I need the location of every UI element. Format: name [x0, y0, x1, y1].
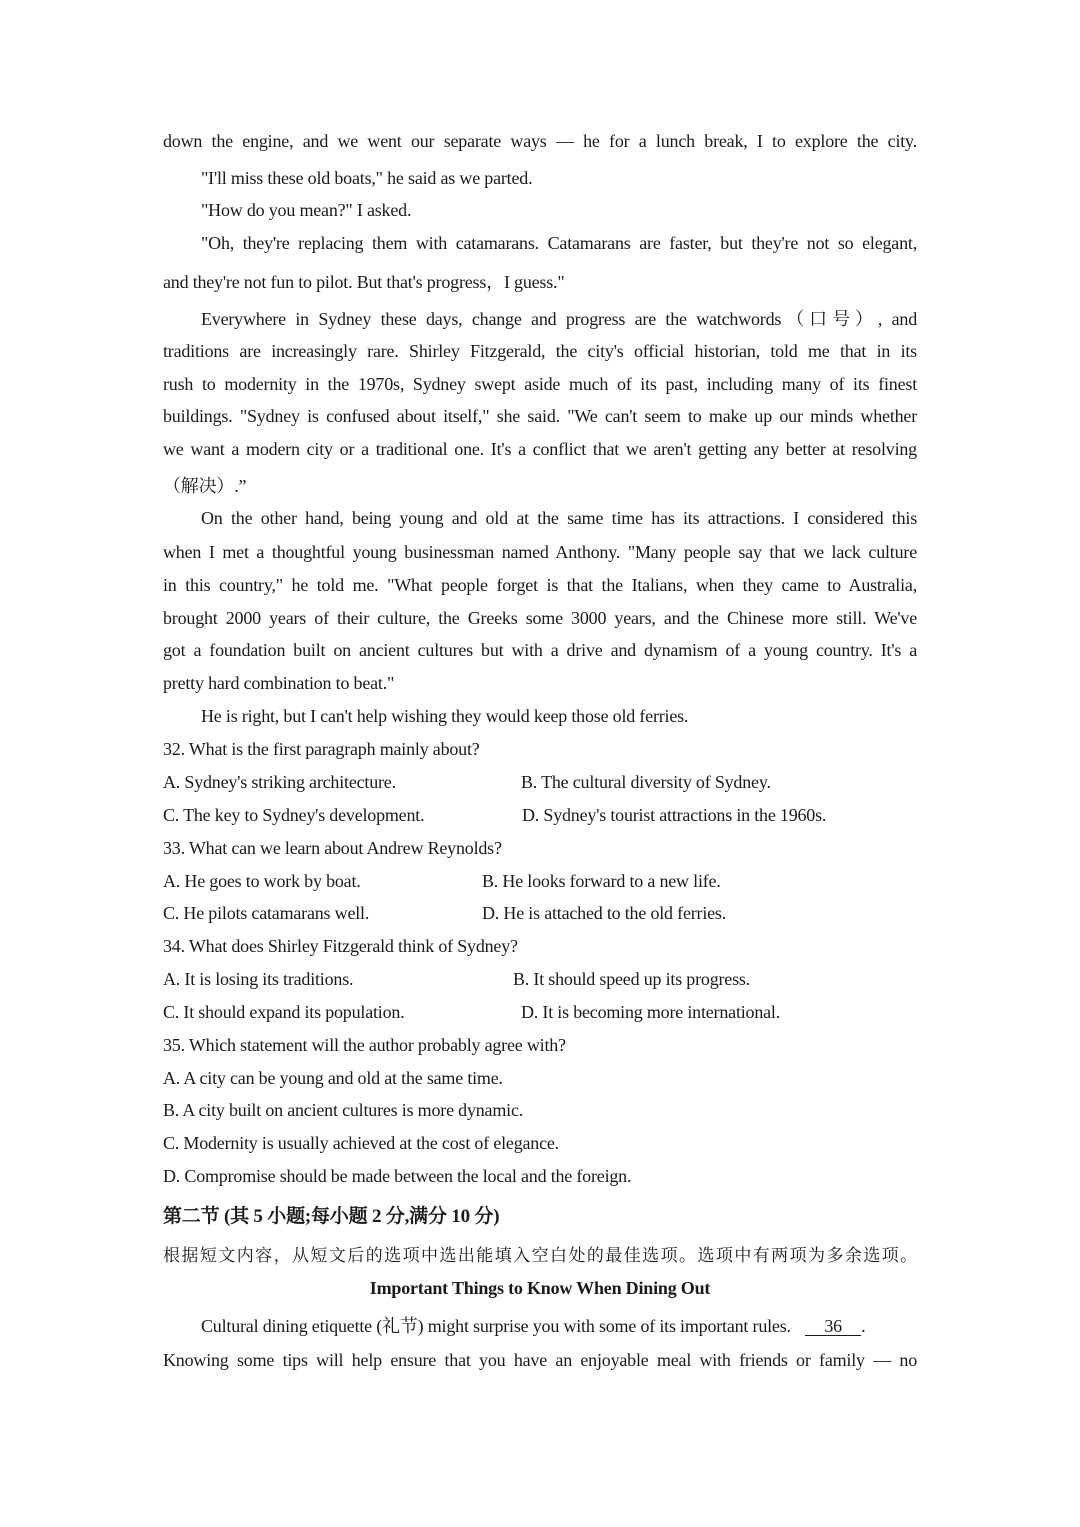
- passage-line: we want a modern city or a traditional one. It's a conflict that we aren't getting any better at resolving: [163, 439, 917, 459]
- passage-line: brought 2000 years of their culture, the Greeks some 3000 years, and the Chinese more still. We've: [163, 608, 917, 628]
- question-stem: 34. What does Shirley Fitzgerald think of Sydney?: [163, 936, 518, 956]
- passage-line: in this country," he told me. "What people forget is that the Italians, when they came to Australia,: [163, 575, 917, 595]
- option-a[interactable]: A. It is losing its traditions.: [163, 969, 354, 989]
- option-c[interactable]: C. He pilots catamarans well.: [163, 903, 370, 923]
- option-b[interactable]: B. He looks forward to a new life.: [482, 871, 721, 891]
- passage-line: down the engine, and we went our separate ways — he for a lunch break, I to explore the city.: [163, 131, 917, 151]
- option-b[interactable]: B. It should speed up its progress.: [513, 969, 750, 989]
- option-d[interactable]: D. He is attached to the old ferries.: [482, 903, 727, 923]
- option-a[interactable]: A. Sydney's striking architecture.: [163, 772, 396, 792]
- passage-line: got a foundation built on ancient cultures but with a drive and dynamism of a young country. It's a: [163, 640, 917, 660]
- option-d[interactable]: D. Sydney's tourist attractions in the 1960s.: [522, 805, 827, 825]
- question-stem: 35. Which statement will the author probably agree with?: [163, 1035, 566, 1055]
- passage-line: （解决）.”: [163, 476, 247, 496]
- option-d[interactable]: D. It is becoming more international.: [521, 1002, 781, 1022]
- section-heading: 第二节 (其 5 小题;每小题 2 分,满分 10 分): [163, 1206, 500, 1227]
- passage-line: "How do you mean?" I asked.: [201, 200, 412, 220]
- passage-line: Knowing some tips will help ensure that you have an enjoyable meal with friends or family — no: [163, 1350, 917, 1370]
- passage-line: buildings. "Sydney is confused about itself," she said. "We can't seem to make up our minds whether: [163, 406, 917, 426]
- answer-blank-36[interactable]: 36: [805, 1317, 861, 1336]
- option-c[interactable]: C. Modernity is usually achieved at the cost of elegance.: [163, 1133, 559, 1153]
- passage-line-with-blank: [201, 1312, 865, 1338]
- period: .: [861, 1316, 866, 1336]
- option-b[interactable]: B. A city built on ancient cultures is more dynamic.: [163, 1100, 524, 1120]
- option-c[interactable]: C. The key to Sydney's development.: [163, 805, 425, 825]
- passage-line: On the other hand, being young and old at the same time has its attractions. I considered this: [201, 508, 917, 528]
- option-c[interactable]: C. It should expand its population.: [163, 1002, 405, 1022]
- question-stem: 33. What can we learn about Andrew Reynolds?: [163, 838, 502, 858]
- passage-title: Important Things to Know When Dining Out: [369, 1278, 711, 1298]
- passage-line: "Oh, they're replacing them with catamarans. Catamarans are faster, but they're not so elegant,: [201, 233, 917, 253]
- option-a[interactable]: A. He goes to work by boat.: [163, 871, 361, 891]
- passage-line: traditions are increasingly rare. Shirley Fitzgerald, the city's official historian, told me that in its: [163, 341, 917, 361]
- passage-line: rush to modernity in the 1970s, Sydney swept aside much of its past, including many of its finest: [163, 374, 917, 394]
- question-stem: 32. What is the first paragraph mainly about?: [163, 739, 480, 759]
- passage-line: Everywhere in Sydney these days, change and progress are the watchwords（口号）, and: [201, 309, 917, 329]
- passage-line: and they're not fun to pilot. But that's progress，I guess.": [163, 272, 565, 292]
- option-b[interactable]: B. The cultural diversity of Sydney.: [521, 772, 771, 792]
- passage-line: "I'll miss these old boats," he said as we parted.: [201, 168, 533, 188]
- option-d[interactable]: D. Compromise should be made between the local and the foreign.: [163, 1166, 632, 1186]
- section-instruction: 根据短文内容，从短文后的选项中选出能填入空白处的最佳选项。选项中有两项为多余选项。: [163, 1246, 917, 1266]
- passage-line: when I met a thoughtful young businessman named Anthony. "Many people say that we lack culture: [163, 542, 917, 562]
- passage-line: pretty hard combination to beat.": [163, 673, 395, 693]
- passage-line: He is right, but I can't help wishing they would keep those old ferries.: [201, 706, 689, 726]
- option-a[interactable]: A. A city can be young and old at the same time.: [163, 1068, 503, 1088]
- passage-text: Cultural dining etiquette (礼节) might surprise you with some of its important rules.: [201, 1316, 791, 1336]
